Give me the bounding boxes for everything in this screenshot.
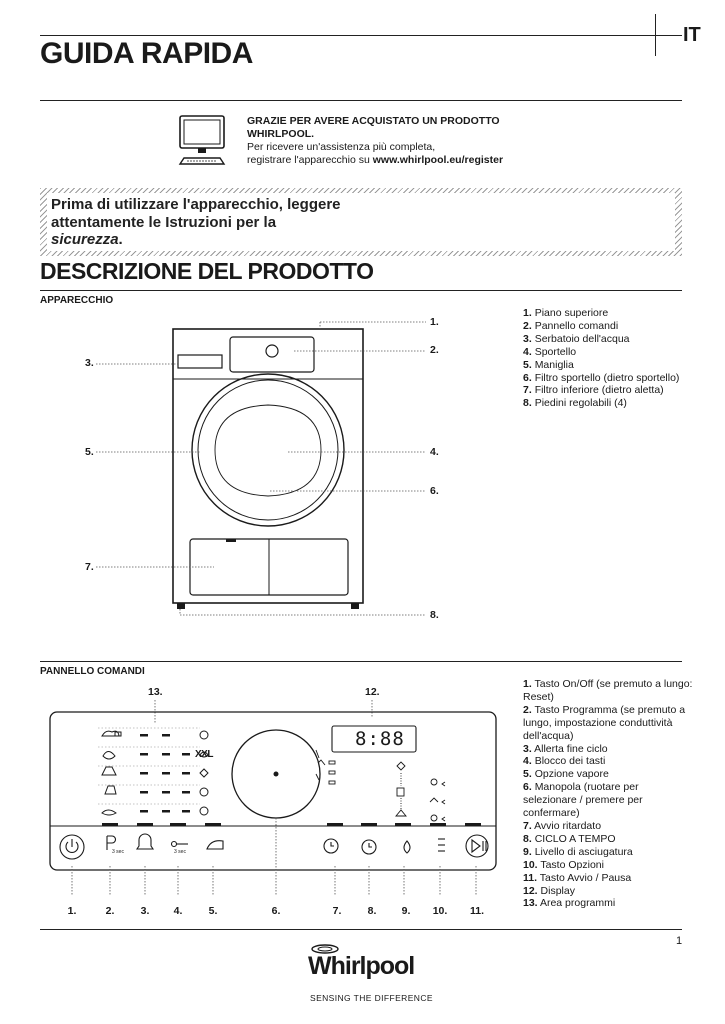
language-code: IT	[683, 24, 701, 46]
list-item: 3. Serbatoio dell'acqua	[523, 332, 630, 345]
list-item: 3. Allerta fine ciclo	[523, 742, 608, 755]
list-item: 2. Tasto Programma (se premuto a lungo, impostazione conduttività dell'acqua)	[523, 703, 686, 742]
panel-label: PANNELLO COMANDI	[40, 666, 145, 677]
product-rule	[40, 290, 682, 291]
list-item: 5. Opzione vapore	[523, 768, 609, 781]
brand-tagline: SENSING THE DIFFERENCE	[310, 993, 433, 1003]
title-rule-top	[40, 35, 682, 36]
computer-icon	[178, 114, 228, 171]
panel-num-3: 3.	[140, 905, 150, 917]
product-section-title: DESCRIZIONE DEL PRODOTTO	[40, 258, 374, 284]
register-line-4	[247, 154, 547, 167]
callout-4: 4.	[430, 446, 439, 458]
list-item: 12. Display	[523, 884, 575, 897]
safety-emphasis: sicurezza	[51, 231, 119, 248]
list-item: 4. Blocco dei tasti	[523, 755, 606, 768]
callout-5: 5.	[85, 446, 94, 458]
list-item: 9. Livello di asciugatura	[523, 845, 633, 858]
register-line-3: Per ricevere un'assistenza più completa,	[247, 141, 436, 153]
list-item: 8. Piedini regolabili (4)	[523, 397, 627, 410]
callout-6: 6.	[430, 485, 439, 497]
list-item: 7. Avvio ritardato	[523, 819, 602, 832]
list-item: 10. Tasto Opzioni	[523, 858, 604, 871]
list-item: 8. CICLO A TEMPO	[523, 832, 616, 845]
register-line-2: WHIRLPOOL.	[247, 128, 315, 140]
display-readout: 8:88	[355, 728, 405, 750]
list-item: 1. Piano superiore	[523, 307, 609, 319]
callout-7: 7.	[85, 561, 94, 573]
panel-num-9: 9.	[401, 905, 411, 917]
callout-8: 8.	[430, 609, 439, 621]
dryer-illustration	[80, 308, 450, 628]
panel-num-10: 10.	[432, 905, 448, 917]
safety-line-1: Prima di utilizzare l'apparecchio, leggere	[51, 196, 341, 213]
register-url[interactable]: www.whirlpool.eu/register	[372, 154, 504, 166]
panel-items-list	[523, 678, 693, 910]
list-item: 2. Pannello comandi	[523, 319, 619, 332]
safety-period: .	[118, 231, 123, 248]
footer-rule	[40, 929, 682, 930]
panel-rule	[40, 661, 682, 662]
control-panel-illustration	[40, 696, 510, 896]
page-title: GUIDA RAPIDA	[40, 37, 253, 70]
panel-num-4: 4.	[173, 905, 183, 917]
callout-2: 2.	[430, 344, 439, 356]
panel-num-6: 6.	[271, 905, 281, 917]
panel-num-8: 8.	[367, 905, 377, 917]
list-item: 1. Tasto On/Off (se premuto a lungo: Reset)	[523, 678, 693, 703]
list-item: 13. Area programmi	[523, 897, 616, 910]
title-rule-bottom	[40, 100, 682, 101]
panel-callout-12: 12.	[365, 686, 380, 698]
keylock-3sec-label: 3 sec	[174, 849, 186, 855]
list-item: 6. Filtro sportello (dietro sportello)	[523, 371, 680, 384]
list-item: 6. Manopola (ruotare per selezionare / premere per confermare)	[523, 781, 643, 820]
panel-num-11: 11.	[469, 905, 485, 917]
page-number: 1	[676, 935, 683, 947]
program-3sec-label: 3 sec	[112, 849, 124, 855]
safety-line-2: attentamente le Istruzioni per la	[51, 213, 277, 231]
list-item: 4. Sportello	[523, 345, 577, 358]
brand-wordmark: Whirlpool	[308, 952, 415, 980]
callout-1: 1.	[430, 316, 439, 328]
parts-list	[523, 307, 713, 410]
panel-num-5: 5.	[208, 905, 218, 917]
panel-num-1: 1.	[67, 905, 77, 917]
register-text	[247, 115, 547, 167]
safety-line-3	[51, 231, 341, 249]
whirlpool-logo	[300, 944, 425, 984]
list-item: 7. Filtro inferiore (dietro aletta)	[523, 384, 664, 397]
callout-3: 3.	[85, 357, 94, 369]
panel-callout-13: 13.	[148, 686, 163, 698]
appliance-label: APPARECCHIO	[40, 295, 114, 306]
register-prefix: registrare l'apparecchio su	[247, 154, 373, 166]
xxl-label: XXL	[195, 749, 213, 760]
list-item: 11. Tasto Avvio / Pausa	[523, 871, 632, 884]
panel-num-7: 7.	[332, 905, 342, 917]
list-item: 5. Maniglia	[523, 358, 574, 371]
safety-box	[47, 193, 675, 251]
register-line-1: GRAZIE PER AVERE ACQUISTATO UN PRODOTTO	[247, 115, 500, 127]
panel-num-2: 2.	[105, 905, 115, 917]
